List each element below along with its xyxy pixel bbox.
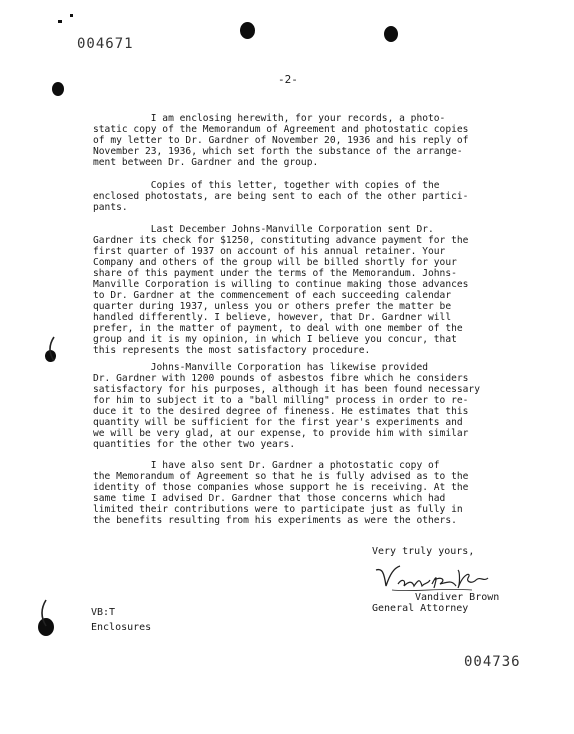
corner-mark (58, 20, 62, 23)
paragraph-copies (93, 180, 543, 213)
typist-initials: VB:T (91, 607, 116, 618)
paragraph-payment (93, 224, 543, 356)
text-line: Copies of this letter, together with copies of the (93, 180, 440, 191)
text-line: identity of those companies whose support he is receiving. At the (93, 482, 469, 493)
text-line: prefer, in the matter of payment, to deal with one member of the (93, 323, 463, 334)
text-line: quarter during 1937, unless you or others prefer the matter be (93, 301, 452, 312)
text-line: pants. (93, 202, 128, 213)
binder-hole-top-right (384, 26, 398, 42)
text-line: limited their contributions were to participate just as fully in (93, 504, 463, 515)
bracket-mark-bottom-left (36, 598, 50, 628)
closing: Very truly yours, (372, 546, 475, 557)
page-number: -2- (278, 73, 298, 86)
text-line: Manville Corporation is willing to continue making those advances (93, 279, 469, 290)
text-line: for him to subject it to a "ball milling" process in order to re- (93, 395, 469, 406)
text-line: the benefits resulting from his experiments as were the others. (93, 515, 457, 526)
text-line: quantities for the other two years. (93, 439, 296, 450)
text-line: static copy of the Memorandum of Agreement and photostatic copies (93, 124, 469, 135)
text-line: group and it is my opinion, in which I believe you concur, that (93, 334, 457, 345)
text-line: I am enclosing herewith, for your records, a photo- (93, 113, 446, 124)
paragraph-memorandum (93, 460, 543, 526)
text-line: share of this payment under the terms of the Memorandum. Johns- (93, 268, 457, 279)
enclosures-note: Enclosures (91, 622, 152, 633)
text-line: Dr. Gardner with 1200 pounds of asbestos fibre which he considers (93, 373, 469, 384)
text-line: of my letter to Dr. Gardner of November 20, 1936 and his reply of (93, 135, 469, 146)
signer-name: Vandiver Brown (415, 592, 500, 603)
text-line: same time I advised Dr. Gardner that those concerns which had (93, 493, 446, 504)
text-line: ment between Dr. Gardner and the group. (93, 157, 319, 168)
text-line: handled differently. I believe, however, that Dr. Gardner will (93, 312, 452, 323)
text-line: Company and others of the group will be billed shortly for your (93, 257, 457, 268)
text-line: enclosed photostats, are being sent to each of the other partici- (93, 191, 469, 202)
text-line: first quarter of 1937 on account of his annual retainer. Your (93, 246, 446, 257)
text-line: satisfactory for his purposes, although it has been found necessary (93, 384, 480, 395)
text-line: duce it to the desired degree of fineness. He estimates that this (93, 406, 469, 417)
text-line: November 23, 1936, which set forth the substance of the arrange- (93, 146, 463, 157)
text-line: quantity will be sufficient for the first year's experiments and (93, 417, 463, 428)
text-line: Gardner its check for $1250, constituting advance payment for the (93, 235, 469, 246)
corner-mark (70, 14, 73, 17)
text-line: Last December Johns-Manville Corporation sent Dr. (93, 224, 434, 235)
paragraph-enclosing (93, 113, 543, 168)
text-line: the Memorandum of Agreement so that he is fully advised as to the (93, 471, 469, 482)
text-line: we will be very glad, at our expense, to provide him with similar (93, 428, 469, 439)
bracket-mark-left (44, 335, 58, 363)
handwritten-signature (372, 562, 492, 596)
binder-hole-top-left (52, 82, 64, 96)
document-id-bottom: 004736 (464, 654, 521, 670)
text-line: Johns-Manville Corporation has likewise provided (93, 362, 429, 373)
text-line: to Dr. Gardner at the commencement of each succeeding calendar (93, 290, 452, 301)
paragraph-asbestos (93, 362, 543, 450)
signer-title: General Attorney (372, 603, 469, 614)
binder-hole-top-center (240, 22, 255, 39)
document-id-top: 004671 (77, 36, 134, 52)
text-line: this represents the most satisfactory procedure. (93, 345, 371, 356)
text-line: I have also sent Dr. Gardner a photostatic copy of (93, 460, 440, 471)
